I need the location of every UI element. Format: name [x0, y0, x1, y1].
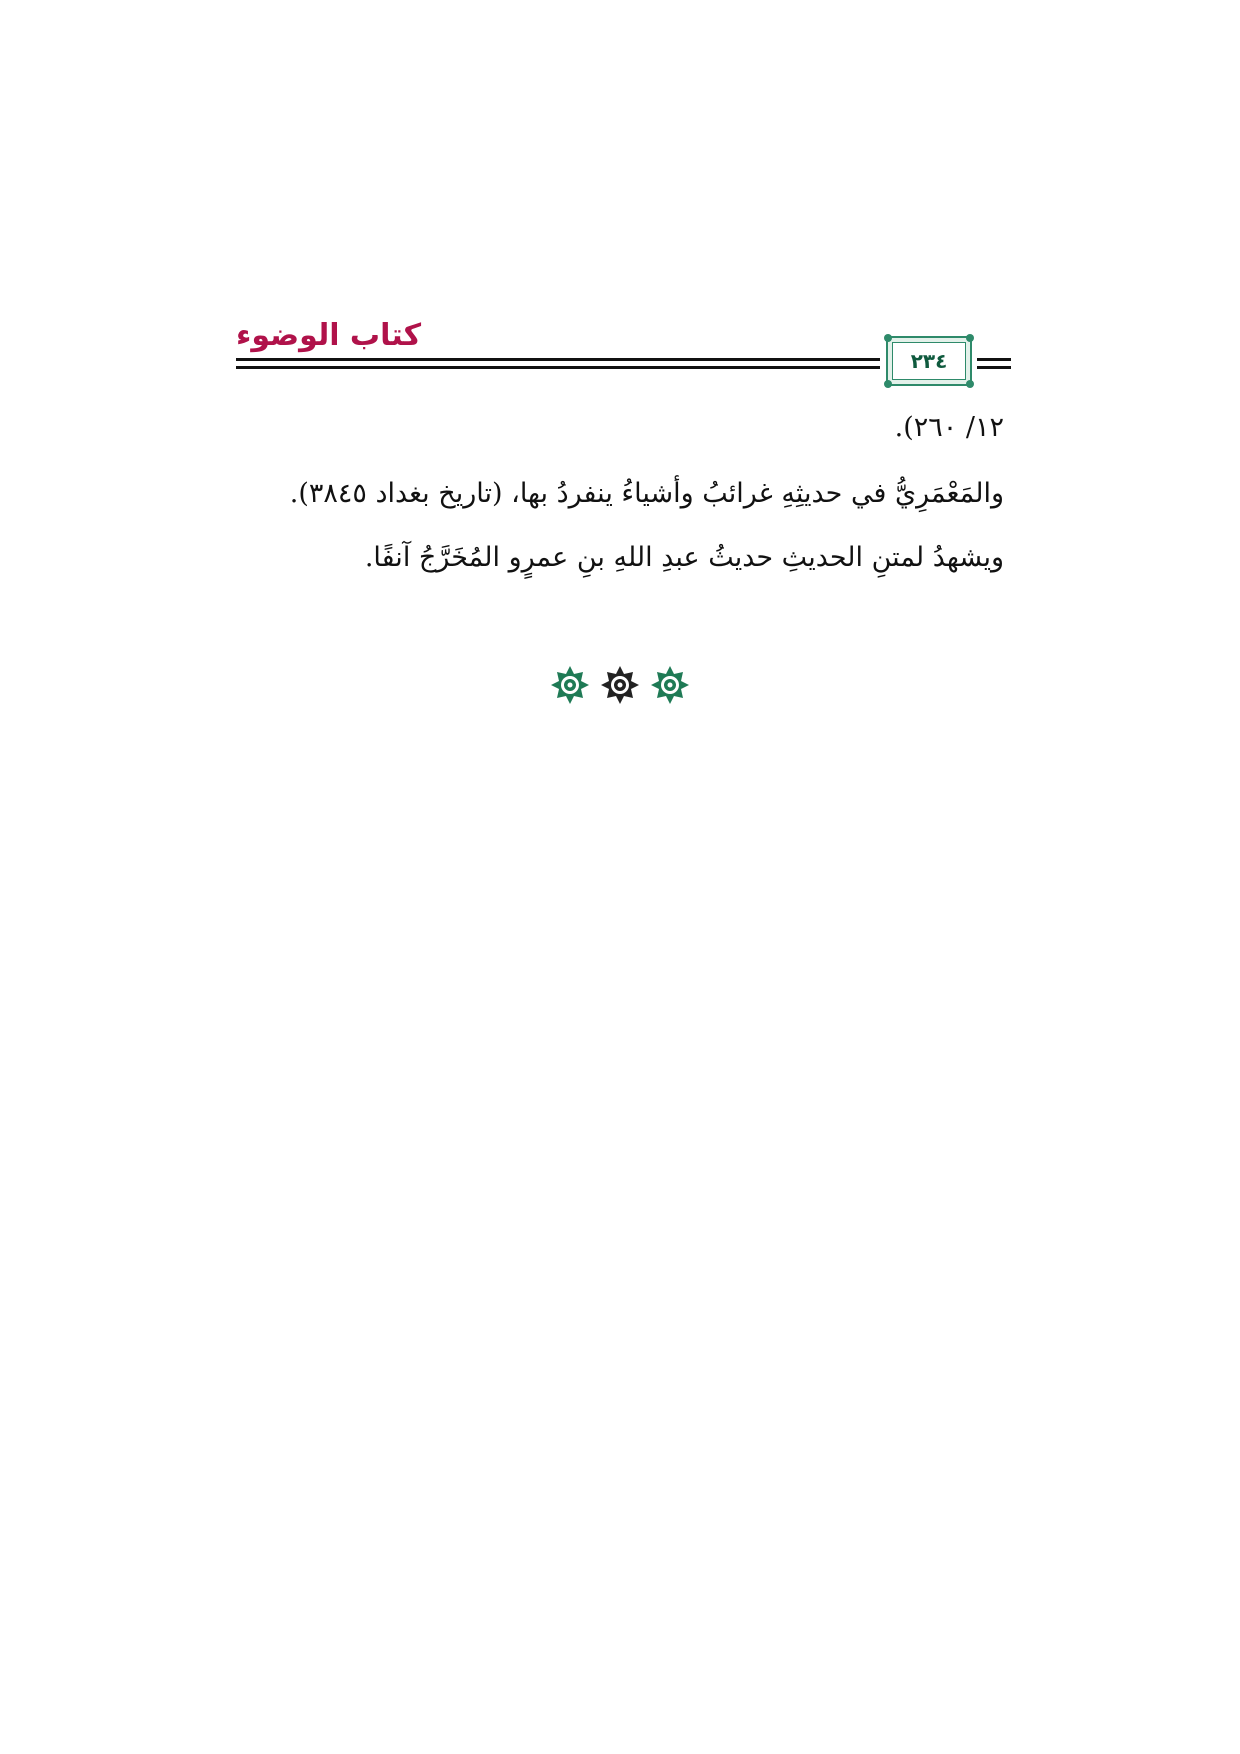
star-ornament-icon [650, 665, 690, 705]
chapter-title: كتاب الوضوء [236, 318, 422, 353]
badge-corner-ornament-icon [966, 380, 974, 388]
paragraph-line: ويشهدُ لمتنِ الحديثِ حديثُ عبدِ اللهِ بنِ عمرٍو المُخَرَّجُ آنفًا. [364, 542, 1004, 573]
header-rule-bottom [236, 366, 880, 369]
badge-corner-ornament-icon [966, 334, 974, 342]
badge-corner-ornament-icon [884, 334, 892, 342]
page-number-badge [886, 336, 972, 386]
badge-corner-ornament-icon [884, 380, 892, 388]
section-end-ornaments [0, 665, 1240, 705]
paragraph-line: والمَعْمَرِيُّ في حديثِهِ غرائبُ وأشياءُ ينفردُ بها، (تاريخ بغداد ٣٨٤٥). [289, 478, 1004, 509]
header-rule-right-top [977, 358, 1011, 361]
header-rule-top [236, 358, 880, 361]
star-ornament-icon [550, 665, 590, 705]
star-ornament-icon [600, 665, 640, 705]
header-rule-right-bottom [977, 366, 1011, 369]
page-number: ٢٣٤ [892, 342, 966, 380]
reference-line: ١٢/ ٢٦٠). [894, 412, 1004, 443]
